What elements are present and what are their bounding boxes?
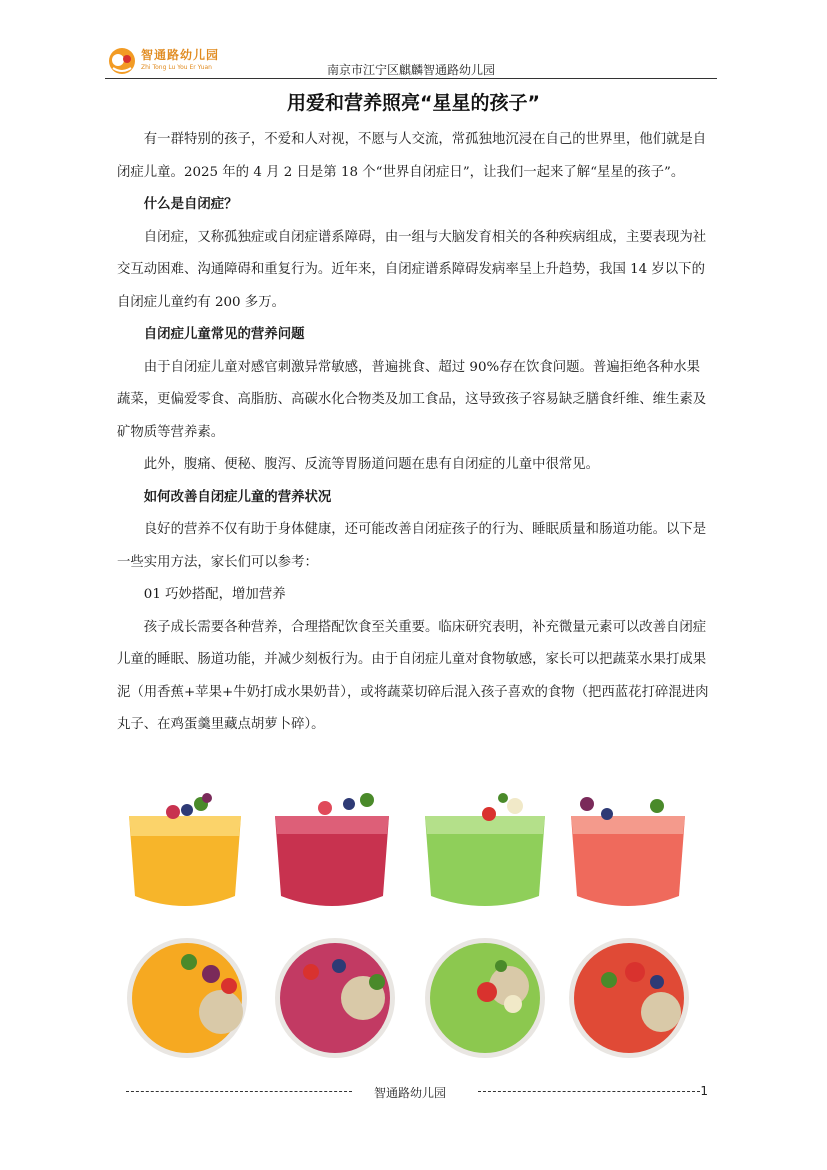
heading-nutrition-problems: 自闭症儿童常见的营养问题 — [143, 327, 305, 342]
smoothie-illustration — [117, 776, 711, 1066]
footer-name: 智通路幼儿园 — [374, 1086, 447, 1100]
footer-rule-left — [126, 1091, 352, 1092]
bowl-red — [569, 938, 689, 1058]
article-body — [117, 124, 711, 742]
bowl-yellow — [127, 938, 247, 1058]
bowl-berry — [275, 938, 395, 1058]
smoothie-image — [117, 776, 711, 1066]
logo-subtext: Zhi Tong Lu You Er Yuan — [141, 64, 212, 71]
page-number: 1 — [700, 1084, 708, 1098]
bowl-green — [425, 938, 545, 1058]
glass-green — [425, 793, 545, 906]
paragraph-intro: 有一群特别的孩子，不爱和人对视，不愿与人交流，常孤独地沉浸在自己的世界里，他们就是自闭症儿童。2025 年的 4 月 2 日是第 18 个“世界自闭症日”，让我们一起来了解“星星的孩子”。 — [117, 132, 707, 180]
footer-rule-right — [478, 1091, 700, 1092]
paragraph-nutrition-problems: 由于自闭症儿童对感官刺激异常敏感，普遍挑食、超过 90%存在饮食问题。普遍拒绝各种水果蔬菜，更偏爱零食、高脂肪、高碳水化合物类及加工食品，这导致孩子容易缺乏膳食纤维、维生素及矿物质等营养素。 — [117, 359, 707, 440]
paragraph-gi-issues: 此外，腹痛、便秘、腹泻、反流等胃肠道问题在患有自闭症的儿童中很常见。 — [143, 457, 600, 472]
page-title: 用爱和营养照亮“星星的孩子” — [287, 92, 540, 114]
heading-improve-nutrition: 如何改善自闭症儿童的营养状况 — [143, 489, 332, 505]
logo-icon — [107, 46, 137, 76]
glass-yellow — [129, 793, 241, 906]
header-rule — [105, 78, 717, 79]
header-title: 南京市江宁区麒麟智通路幼儿园 — [327, 63, 496, 77]
page-footer — [118, 1084, 708, 1104]
kindergarten-logo — [105, 44, 245, 80]
paragraph-improve-intro: 良好的营养不仅有助于身体健康，还可能改善自闭症孩子的行为、睡眠质量和肠道功能。以下是一些实用方法，家长们可以参考： — [117, 522, 707, 570]
glass-berry — [275, 793, 389, 906]
heading-what-is-autism: 什么是自闭症？ — [143, 197, 238, 212]
logo-text: 智通路幼儿园 — [141, 48, 220, 62]
paragraph-definition: 自闭症，又称孤独症或自闭症谱系障碍，由一组与大脑发育相关的各种疾病组成，主要表现为社交互动困难、沟通障碍和重复行为。近年来，自闭症谱系障碍发病率呈上升趋势，我国 14 岁以下的自闭症儿童约有 200 多万。 — [117, 229, 707, 310]
glass-red — [571, 797, 685, 906]
page-header — [105, 44, 717, 80]
subheading-01: 01 巧妙搭配，增加营养 — [143, 587, 286, 602]
paragraph-tips: 孩子成长需要各种营养，合理搭配饮食至关重要。临床研究表明，补充微量元素可以改善自闭症儿童的睡眠、肠道功能，并减少刻板行为。由于自闭症儿童对食物敏感，家长可以把蔬菜水果打成果泥（用香蕉+苹果+牛奶打成水果奶昔），或将蔬菜切碎后混入孩子喜欢的食物（把西蓝花打碎混进肉丸子、在鸡蛋羹里藏点胡萝卜碎）。 — [117, 619, 709, 732]
